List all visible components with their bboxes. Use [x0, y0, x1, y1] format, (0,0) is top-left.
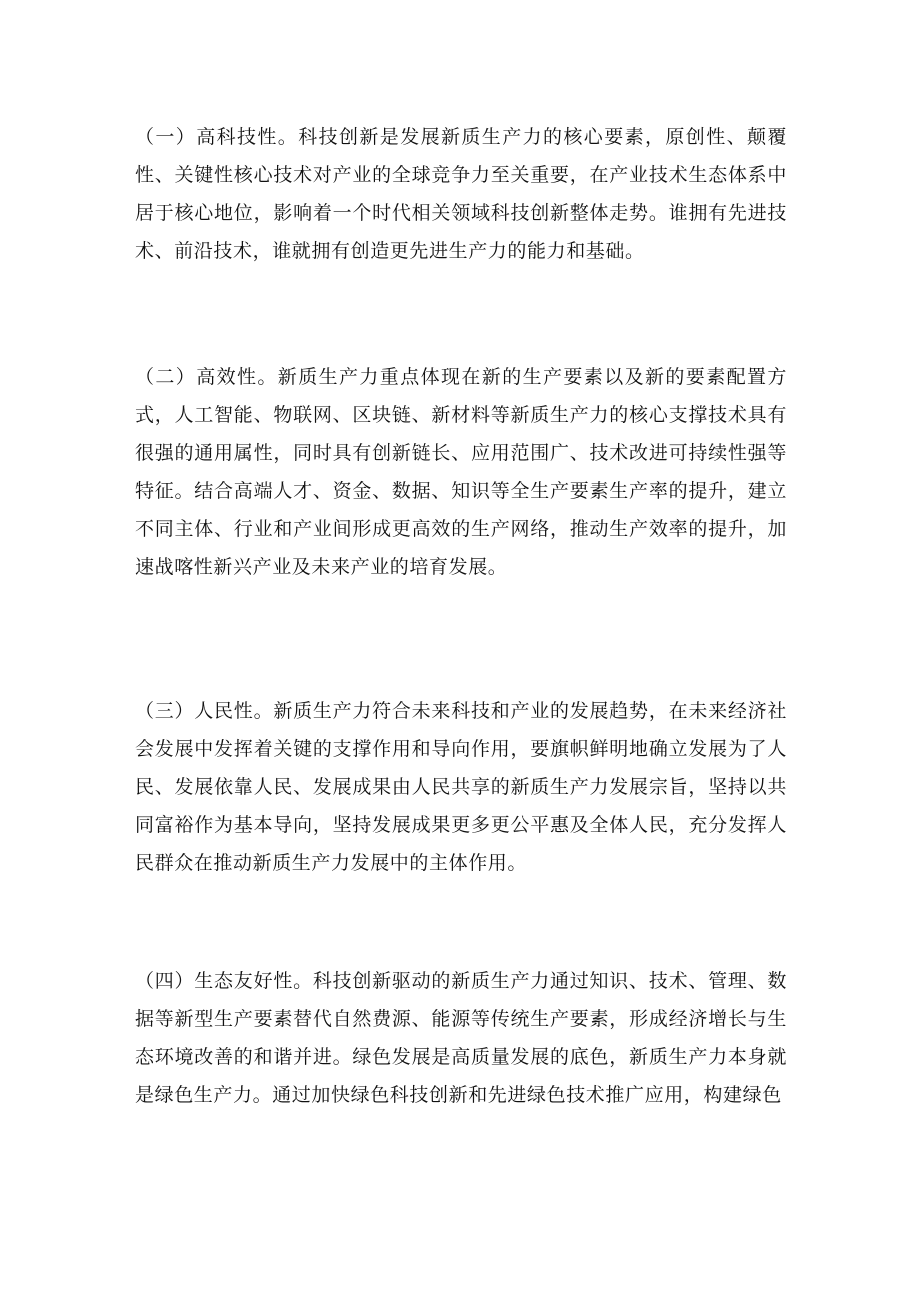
paragraph-efficiency: （二）高效性。新质生产力重点体现在新的生产要素以及新的要素配置方式，人工智能、物联网、区块链、新材料等新质生产力的核心支撑技术具有很强的通用属性，同时具有创新链长、应用范围广、技术改进可持续性强等特征。结合高端人才、资金、数据、知识等全生产要素生产率的提升，建立不同主体、行业和产业间形成更高效的生产网络，推动生产效率的提升，加速战喀性新兴产业及未来产业的培育发展。 [135, 366, 787, 578]
paragraph-people-oriented: （三）人民性。新质生产力符合未来科技和产业的发展趋势，在未来经济社会发展中发挥着关键的支撑作用和导向作用，要旗帜鲜明地确立发展为了人民、发展依靠人民、发展成果由人民共享的新质生产力发展宗旨，坚持以共同富裕作为基本导向，坚持发展成果更多更公平惠及全体人民，充分发挥人民群众在推动新质生产力发展中的主体作用。 [135, 700, 787, 874]
paragraph-eco-friendly: （四）生态友好性。科技创新驱动的新质生产力通过知识、技术、管理、数据等新型生产要素替代自然费源、能源等传统生产要素，形成经济增长与生态环境改善的和谐并进。绿色发展是高质量发展的底色，新质生产力本身就是绿色生产力。通过加快绿色科技创新和先进绿色技术推广应用，构建绿色 [135, 970, 787, 1106]
paragraph-high-tech: （一）高科技性。科技创新是发展新质生产力的核心要素，原创性、颠覆性、关键性核心技术对产业的全球竞争力至关重要，在产业技术生态体系中居于核心地位，影响着一个时代相关领域科技创新整体走势。谁拥有先进技术、前沿技术，谁就拥有创造更先进生产力的能力和基础。 [135, 126, 787, 262]
